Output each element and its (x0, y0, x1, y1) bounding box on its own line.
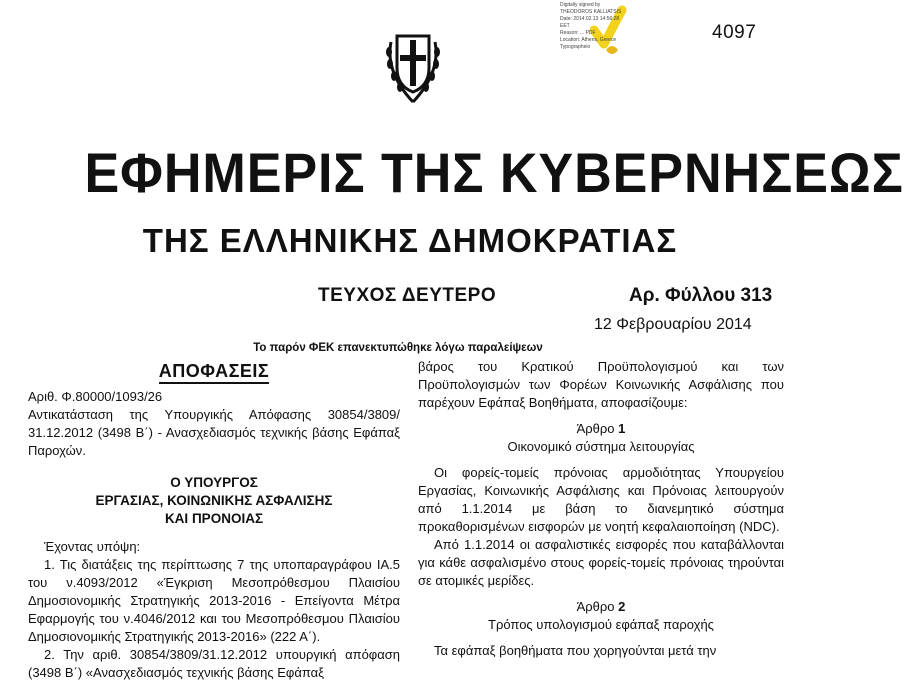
signature-line: Reason: ... PDF (560, 30, 596, 36)
article-title: Τρόπος υπολογισμού εφάπαξ παροχής (488, 617, 714, 632)
right-column (418, 358, 784, 660)
signature-line: Typographeio (560, 44, 591, 50)
article-label: Άρθρο (576, 599, 615, 614)
article-paragraph: Από 1.1.2014 οι ασφαλιστικές εισφορές που καταβάλλονται για κάθε ασφαλισμένο στους φορείς-τομείς πρόνοιας τηρούνται σε ατομικές μερίδες. (418, 537, 784, 588)
decision-ref-title: Αντικατάσταση της Υπουργικής Απόφασης 30854/3809/ 31.12.2012 (3498 Β΄) - Ανασχεδιασμός τεχνικής βάσης Εφάπαξ Παροχών. (28, 407, 400, 458)
having-regard: Έχοντας υπόψη: (44, 539, 141, 554)
issue-row (0, 285, 800, 315)
reprint-note: Το παρόν ΦΕΚ επανεκτυπώθηκε λόγω παραλείψεων (253, 342, 543, 354)
article-paragraph: Τα εφάπαξ βοηθήματα που χορηγούνται μετά την (434, 643, 717, 658)
article-label: Άρθρο (576, 421, 615, 436)
left-column (28, 358, 400, 682)
gazette-title: ΕΦΗΜΕΡΙΣ ΤΗΣ ΚΥΒΕΡΝΗΣΕΩΣ (84, 141, 904, 204)
article-heading (418, 598, 784, 616)
sheet-label: Αρ. Φύλλου (629, 285, 736, 306)
decision-ref-number: Αριθ. Φ.80000/1093/26 (28, 389, 163, 404)
signature-line: Digitally signed by (560, 2, 601, 8)
minister-line: ΕΡΓΑΣΙΑΣ, ΚΟΙΝΩΝΙΚΗΣ ΑΣΦΑΛΙΣΗΣ (95, 493, 333, 508)
sheet-number (629, 285, 772, 307)
minister-line: Ο ΥΠΟΥΡΓΟΣ (170, 475, 258, 490)
article-number: 2 (618, 599, 626, 614)
minister-block (28, 474, 400, 528)
article-number: 1 (618, 421, 626, 436)
issue-series: ΤΕΥΧΟΣ ΔΕΥΤΕΡΟ (318, 285, 497, 306)
article-title: Οικονομικό σύστημα λειτουργίας (507, 439, 695, 454)
signature-line: Location: Athens, Greece (560, 37, 617, 43)
signature-line: EET (560, 23, 570, 29)
digital-signature-stamp[interactable] (560, 0, 665, 62)
minister-line: ΚΑΙ ΠΡΟΝΟΙΑΣ (164, 511, 264, 526)
decisions-heading-text: ΑΠΟΦΑΣΕΙΣ (159, 361, 269, 384)
sheet-number-value: 313 (740, 285, 773, 306)
signature-line: Date: 2014.02.13 14:56:28 (560, 16, 620, 22)
issue-date: 12 Φεβρουαρίου 2014 (594, 316, 752, 333)
article-heading (418, 420, 784, 438)
signature-line: THEODOROS KALLIATSIS (560, 9, 622, 15)
article-paragraph: Οι φορείς-τομείς πρόνοιας αρμοδιότητας Υπουργείου Εργασίας, Κοινωνικής Ασφάλισης και Πρόνοιας λειτουργούν από 1.1.2014 με βάση το διανεμητικό σύστημα προκαθορισμένων εισφορών με νοητή κεφαλαιοποίηση (NDC). (418, 465, 784, 534)
gazette-subtitle: ΤΗΣ ΕΛΛΗΝΙΚΗΣ ΔΗΜΟΚΡΑΤΙΑΣ (142, 222, 678, 259)
consideration-item: 2. Την αριθ. 30854/3809/31.12.2012 υπουργική απόφαση (3498 Β΄) «Ανασχεδιασμός τεχνικής βάσης Εφάπαξ (28, 647, 400, 680)
consideration-item: 1. Τις διατάξεις της περίπτωσης 7 της υποπαραγράφου ΙΑ.5 του ν.4093/2012 «Έγκριση Μεσοπρόθεσμου Πλαισίου Δημοσιονομικής Στρατηγικής 2013-2016 - Επείγοντα Μέτρα Εφαρμογής του ν.4046/2012 και του Μεσοπρόθεσμου Πλαισίου Δημοσιονομικής Στρατηγικής 2013-2016» (222 Α΄). (28, 557, 400, 644)
decisions-heading (28, 362, 400, 380)
right-intro: βάρος του Κρατικού Προϋπολογισμού και των Προϋπολογισμών των Φορέων Κοινωνικής Ασφάλισης που παρέχουν Εφάπαξ Βοηθήματα, αποφασίζουμε: (418, 359, 784, 410)
greek-coat-of-arms-icon (383, 22, 443, 106)
page-number: 4097 (712, 22, 757, 43)
